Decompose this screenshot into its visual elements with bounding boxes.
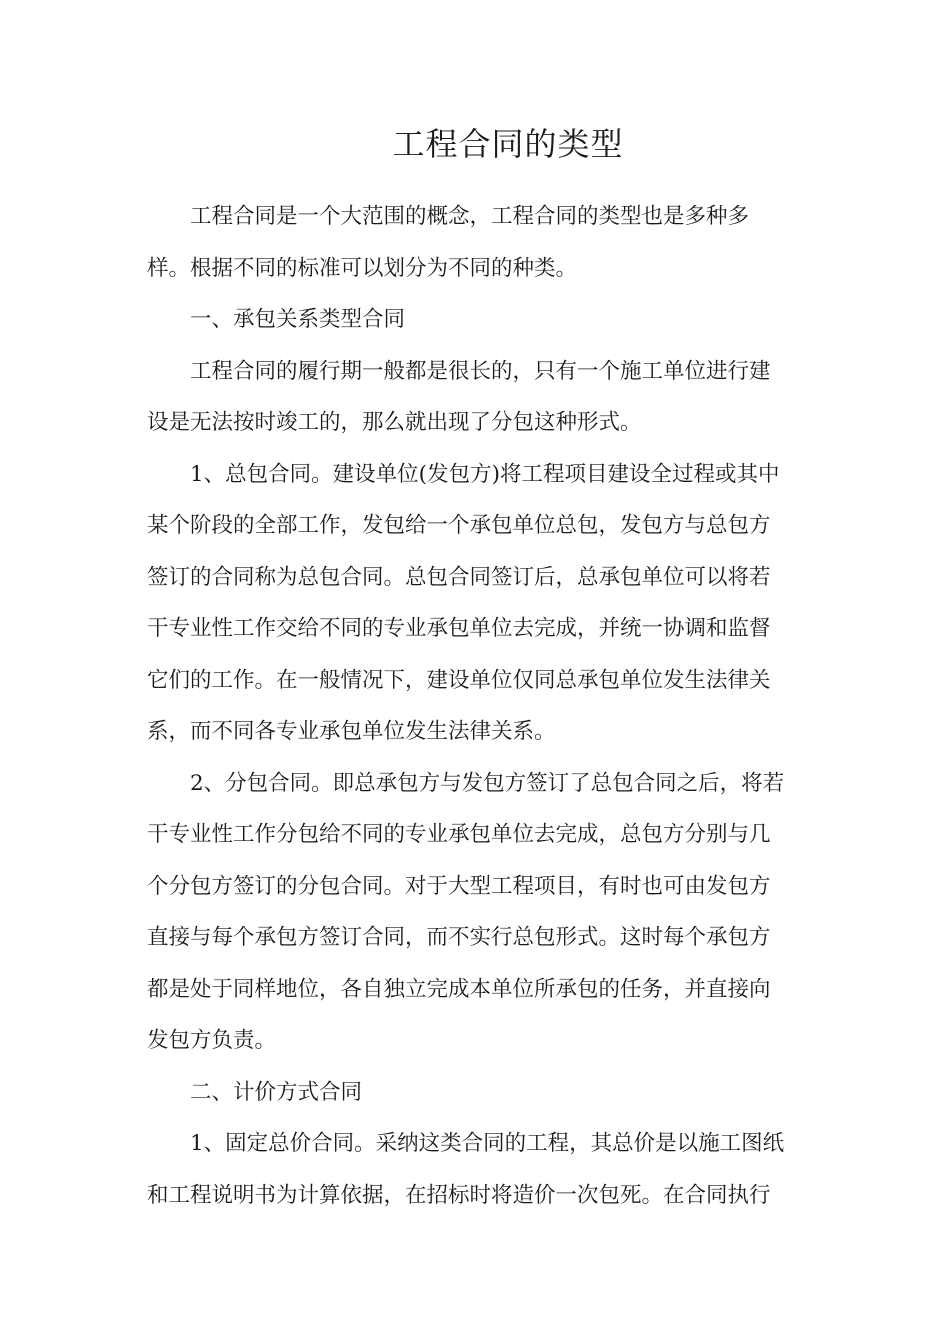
body-text-line: 签订的合同称为总包合同。总包合同签订后，总承包单位可以将若	[147, 564, 771, 590]
body-text-line: 系，而不同各专业承包单位发生法律关系。	[147, 719, 556, 744]
body-text-line: 一、承包关系类型合同	[190, 307, 406, 332]
body-text-line: 都是处于同样地位，各自独立完成本单位所承包的任务，并直接向	[147, 976, 771, 1002]
body-text-line: 发包方负责。	[147, 1028, 277, 1053]
document-body	[147, 191, 809, 1221]
body-text-line: 设是无法按时竣工的，那么就出现了分包这种形式。	[147, 410, 642, 435]
body-text-line: 和工程说明书为计算依据，在招标时将造价一次包死。在合同执行	[147, 1182, 771, 1208]
body-text-line: 2、分包合同。即总承包方与发包方签订了总包合同之后，将若	[190, 770, 785, 796]
body-text-line: 干专业性工作交给不同的专业承包单位去完成，并统一协调和监督	[147, 616, 771, 641]
body-text-line: 二、计价方式合同	[190, 1079, 363, 1105]
body-text-line: 个分包方签订的分包合同。对于大型工程项目，有时也可由发包方	[147, 873, 771, 899]
body-text-line: 它们的工作。在一般情况下，建设单位仅同总承包单位发生法律关	[147, 667, 771, 693]
body-text-line: 干专业性工作分包给不同的专业承包单位去完成，总包方分别与几	[147, 822, 771, 847]
body-text-line: 1、总包合同。建设单位(发包方)将工程项目建设全过程或其中	[190, 461, 780, 487]
body-text-line: 直接与每个承包方签订合同，而不实行总包形式。这时每个承包方	[147, 925, 771, 950]
body-text-line: 样。根据不同的标准可以划分为不同的种类。	[147, 255, 578, 281]
body-text-line: 工程合同的履行期一般都是很长的，只有一个施工单位进行建	[190, 358, 771, 384]
body-text-line: 工程合同是一个大范围的概念，工程合同的类型也是多种多	[190, 204, 750, 229]
body-text-line: 1、固定总价合同。采纳这类合同的工程，其总价是以施工图纸	[190, 1131, 785, 1156]
document-title: 工程合同的类型	[392, 125, 624, 163]
body-text-line: 某个阶段的全部工作，发包给一个承包单位总包，发包方与总包方	[147, 513, 771, 538]
